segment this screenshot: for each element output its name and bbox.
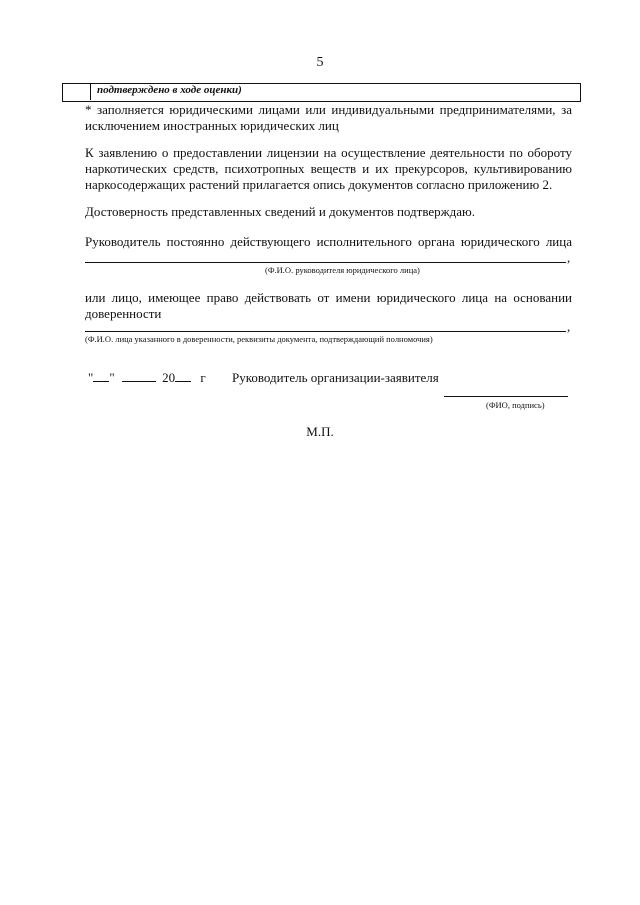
date-day-blank	[93, 370, 109, 382]
head-name-line	[85, 262, 566, 263]
proxy-caption: (Ф.И.О. лица указанного в доверенности, реквизиты документа, подтверждающий полномочия)	[85, 334, 433, 344]
footnote: * заполняется юридическими лицами или индивидуальными предпринимателями, за исключением иностранных юридических лиц	[85, 102, 572, 133]
proxy-name-line	[85, 331, 566, 332]
date-year-prefix: 20	[162, 370, 176, 385]
signature-caption: (ФИО, подпись)	[486, 400, 545, 410]
date-year-suffix: г	[200, 370, 206, 385]
table-fragment	[62, 83, 580, 101]
head-caption: (Ф.И.О. руководителя юридического лица)	[265, 265, 420, 275]
page-number: 5	[316, 55, 324, 70]
attachment-paragraph: К заявлению о предоставлении лицензии на осуществление деятельности по обороту наркотических средств, психотропных веществ и их прекурсоров, культивированию наркосодержащих растений прилагается опись документов согласно приложению 2.	[85, 145, 572, 192]
proxy-comma: ,	[567, 319, 571, 334]
head-line: Руководитель постоянно действующего исполнительного органа юридического лица	[85, 234, 572, 249]
head-comma: ,	[567, 250, 571, 265]
date-open-quote: "	[88, 370, 94, 385]
date-year-blank	[175, 370, 191, 382]
confirmation-text: Достоверность представленных сведений и документов подтверждаю.	[85, 204, 475, 219]
signature-line	[444, 396, 568, 397]
date-close-quote: "	[109, 370, 115, 385]
table-left-cell	[62, 83, 91, 100]
stamp-place: М.П.	[306, 424, 334, 439]
date-month-blank	[122, 370, 156, 382]
table-cell-text: подтверждено в ходе оценки)	[97, 84, 242, 96]
proxy-paragraph: или лицо, имеющее право действовать от имени юридического лица на основании доверенности	[85, 290, 572, 321]
signer-role: Руководитель организации-заявителя	[232, 370, 439, 385]
date-field	[88, 370, 206, 386]
